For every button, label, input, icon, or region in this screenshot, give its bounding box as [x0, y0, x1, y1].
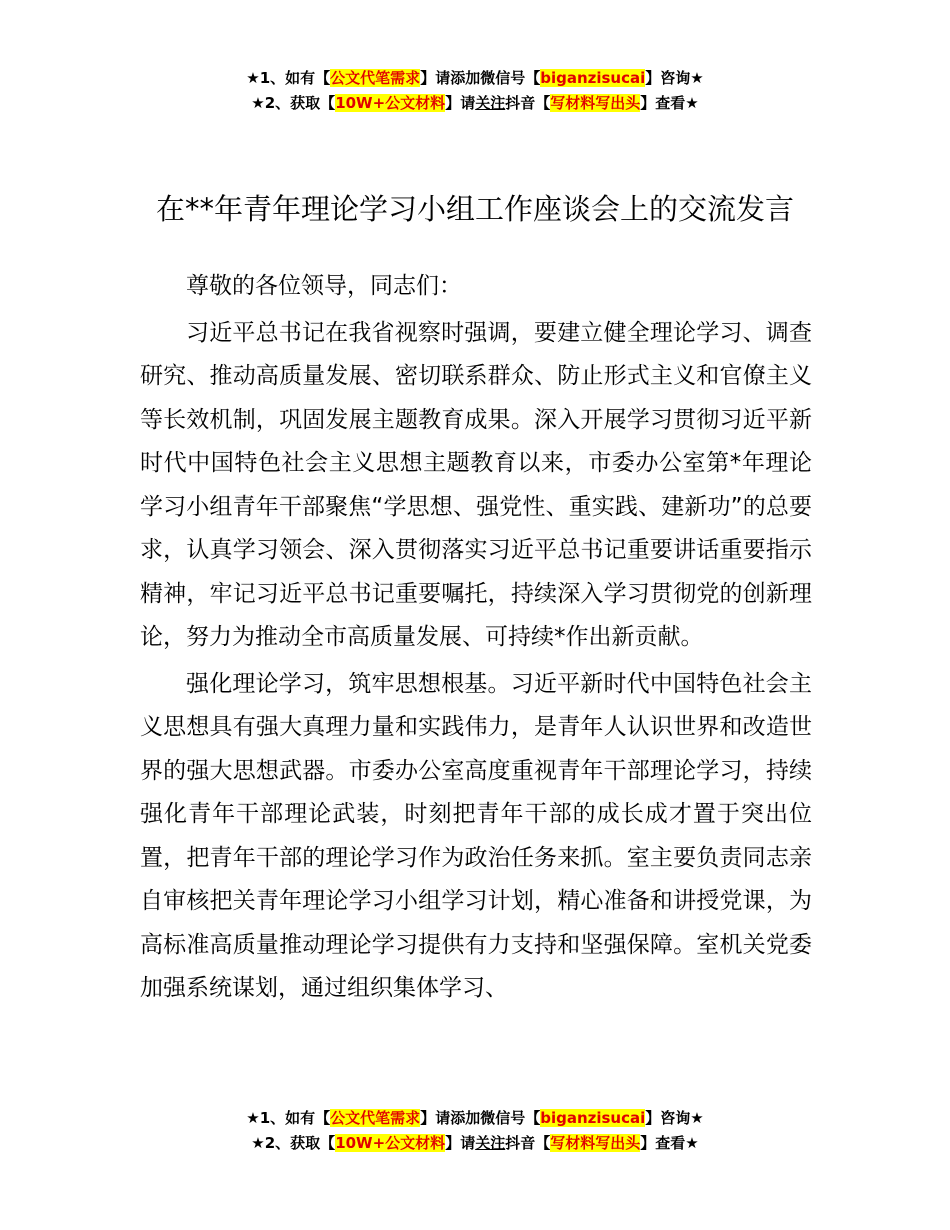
banner-text: 】查看★ — [640, 1134, 699, 1152]
banner-highlight: 10W+公文材料 — [335, 1134, 446, 1152]
footer-banner — [0, 1106, 950, 1156]
header-banner — [0, 66, 950, 116]
greeting: 尊敬的各位领导，同志们： — [186, 273, 462, 299]
banner-text: 】咨询★ — [645, 69, 704, 87]
document-title: 在**年青年理论学习小组工作座谈会上的交流发言 — [155, 192, 794, 227]
banner-text: 】查看★ — [640, 94, 699, 112]
paragraph: 强化理论学习，筑牢思想根基。习近平新时代中国特色社会主义思想具有强大真理力量和实践伟力，是青年人认识世界和改造世界的强大思想武器。市委办公室高度重视青年干部理论学习，持续强化青年干部理论武装，时刻把青年干部的成长成才置于突出位置，把青年干部的理论学习作为政治任务来抓。室主要负责同志亲自审核把关青年理论学习小组学习计划，精心准备和讲授党课，为高标准高质量推动理论学习提供有力支持和坚强保障。室机关党委加强系统谋划，通过组织集体学习、 — [140, 670, 812, 1001]
banner-text: 】请 — [445, 1134, 476, 1152]
banner-underlined: 关注 — [475, 1134, 506, 1152]
banner-highlight: 公文代笔需求 — [330, 1109, 421, 1127]
banner-line-2 — [0, 91, 950, 116]
banner-wechat-id: biganzisucai — [540, 1109, 646, 1127]
banner-text: 】请 — [445, 94, 476, 112]
banner-highlight: 10W+公文材料 — [335, 94, 446, 112]
paragraph: 习近平总书记在我省视察时强调，要建立健全理论学习、调查研究、推动高质量发展、密切联系群众、防止形式主义和官僚主义等长效机制，巩固发展主题教育成果。深入开展学习贯彻习近平新时代中国特色社会主义思想主题教育以来，市委办公室第*年理论学习小组青年干部聚焦“学思想、强党性、重实践、建新功”的总要求，认真学习领会、深入贯彻落实习近平总书记重要讲话重要指示精神，牢记习近平总书记重要嘱托，持续深入学习贯彻党的创新理论，努力为推动全市高质量发展、可持续*作出新贡献。 — [140, 319, 812, 650]
banner-text: 】请添加微信号【 — [420, 1109, 541, 1127]
banner-text: ★2、获取【 — [251, 1134, 336, 1152]
banner-text: ★1、如有【 — [246, 1109, 331, 1127]
banner-highlight: 写材料写出头 — [550, 1134, 641, 1152]
banner-line-1 — [0, 66, 950, 91]
banner-line-1 — [0, 1106, 950, 1131]
banner-line-2 — [0, 1131, 950, 1156]
banner-text: 抖音【 — [505, 94, 551, 112]
banner-text: 】请添加微信号【 — [420, 69, 541, 87]
banner-text: 】咨询★ — [645, 1109, 704, 1127]
document-body — [140, 265, 812, 1014]
banner-highlight: 写材料写出头 — [550, 94, 641, 112]
banner-text: ★1、如有【 — [246, 69, 331, 87]
banner-text: ★2、获取【 — [251, 94, 336, 112]
banner-text: 抖音【 — [505, 1134, 551, 1152]
banner-highlight: 公文代笔需求 — [330, 69, 421, 87]
banner-underlined: 关注 — [475, 94, 506, 112]
banner-wechat-id: biganzisucai — [540, 69, 646, 87]
